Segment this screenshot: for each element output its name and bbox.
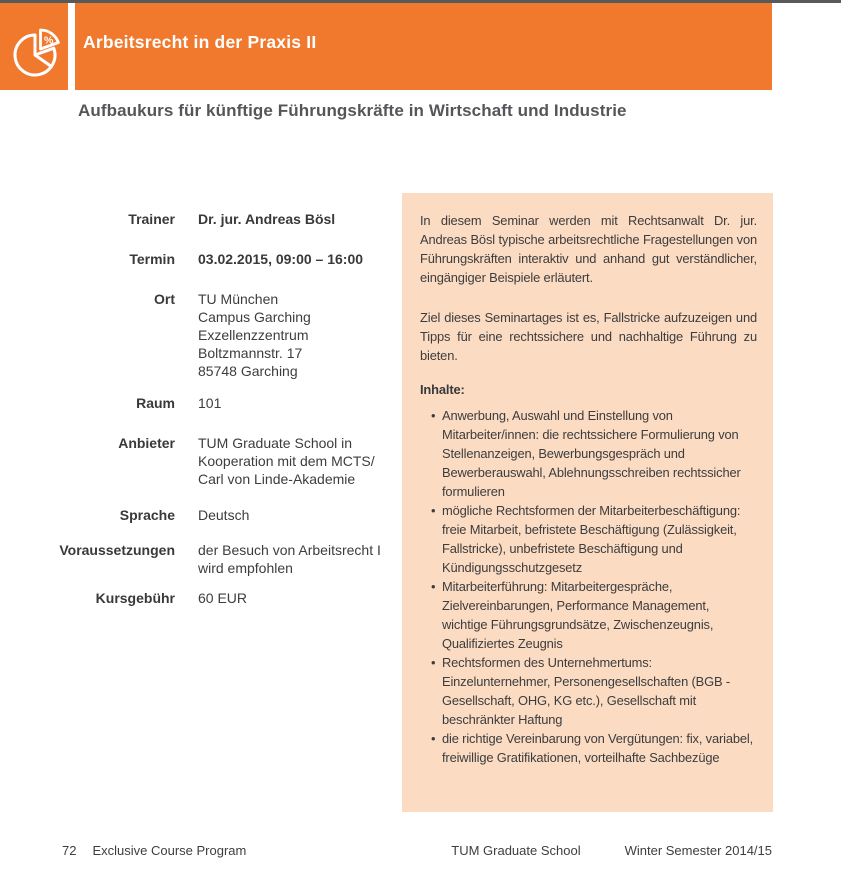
detail-value: TUM Graduate School in Kooperation mit dem MCTS/ Carl von Linde-Akademie [198,435,375,487]
course-details [0,210,392,629]
footer-organization: TUM Graduate School [451,843,581,858]
footer-left-group [62,843,246,858]
detail-label: Anbieter [118,435,175,451]
detail-row-raum [0,394,392,412]
contents-item: • die richtige Vereinbarung von Vergütungen: fix, variabel, freiwillige Gratifikationen, vorteilhafte Sachbezüge [442,729,757,767]
pie-chart-percent-icon [9,23,61,81]
page-title: Arbeitsrecht in der Praxis II [83,32,317,52]
detail-row-anbieter [0,434,392,488]
logo-block [0,3,68,90]
contents-item: • Rechtsformen des Unternehmertums: Einzelunternehmer, Personengesellschaften (BGB - Gesellschaft, OHG, KG etc.), Gesellschaft mit beschränkter Haftung [442,653,757,729]
detail-label: Kursgebühr [95,590,175,606]
svg-text:%: % [44,34,54,47]
detail-value: 03.02.2015, 09:00 – 16:00 [198,251,364,267]
detail-value: der Besuch von Arbeitsrecht I wird empfohlen [198,542,381,576]
detail-row-trainer [0,210,392,228]
detail-label: Raum [136,395,175,411]
detail-value: TU München Campus Garching Exzellenzzentrum Boltzmannstr. 17 85748 Garching [198,291,311,379]
description-paragraph-2: Ziel dieses Seminartages ist es, Fallstricke aufzuzeigen und Tipps für eine rechtssichere und nachhaltige Führung zu bieten. [420,310,757,363]
contents-list [420,406,757,767]
footer-semester: Winter Semester 2014/15 [624,843,772,858]
contents-item: • mögliche Rechtsformen der Mitarbeiterbeschäftigung: freie Mitarbeit, befristete Beschäftigung (Zulässigkeit, Fallstricke), unbefristete Beschäftigung und Kündigungsschutzgesetz [442,501,757,577]
detail-row-kursgebuehr [0,589,392,607]
detail-label: Sprache [119,507,175,523]
contents-heading: Inhalte: [420,382,465,397]
detail-label: Trainer [128,211,175,227]
detail-row-ort [0,290,392,380]
contents-item: • Mitarbeiterführung: Mitarbeitergespräche, Zielvereinbarungen, Performance Management, wichtige Führungsgrundsätze, Zwischenzeugnis, Qualifiziertes Zeugnis [442,577,757,653]
detail-row-sprache [0,506,392,524]
description-paragraph-1: In diesem Seminar werden mit Rechtsanwalt Dr. jur. Andreas Bösl typische arbeitsrechtliche Fragestellungen von Führungskräften interaktiv und anhand gut verständlicher, eingängiger Beispiele erläutert. [420,213,757,285]
page-number: 72 [62,843,77,858]
page-footer [62,843,772,858]
detail-row-termin [0,250,392,268]
contents-item: • Anwerbung, Auswahl und Einstellung von Mitarbeiter/innen: die rechtssichere Formulierung von Stellenanzeigen, Bewerbungsgespräch und Bewerberauswahl, Ablehnungsschreiben rechtssicher formulieren [442,406,757,501]
title-bar [75,3,772,90]
description-panel [402,193,773,812]
footer-right-group [451,843,772,858]
detail-value: 60 EUR [198,590,248,606]
detail-row-voraussetzungen [0,541,392,577]
detail-value: 101 [198,395,222,411]
detail-label: Voraussetzungen [59,542,175,558]
detail-value: Deutsch [198,507,250,523]
detail-label: Termin [129,251,175,267]
footer-program-label: Exclusive Course Program [92,843,247,858]
detail-label: Ort [154,291,175,307]
course-subtitle: Aufbaukurs für künftige Führungskräfte in Wirtschaft und Industrie [78,101,627,120]
detail-value: Dr. jur. Andreas Bösl [198,211,336,227]
